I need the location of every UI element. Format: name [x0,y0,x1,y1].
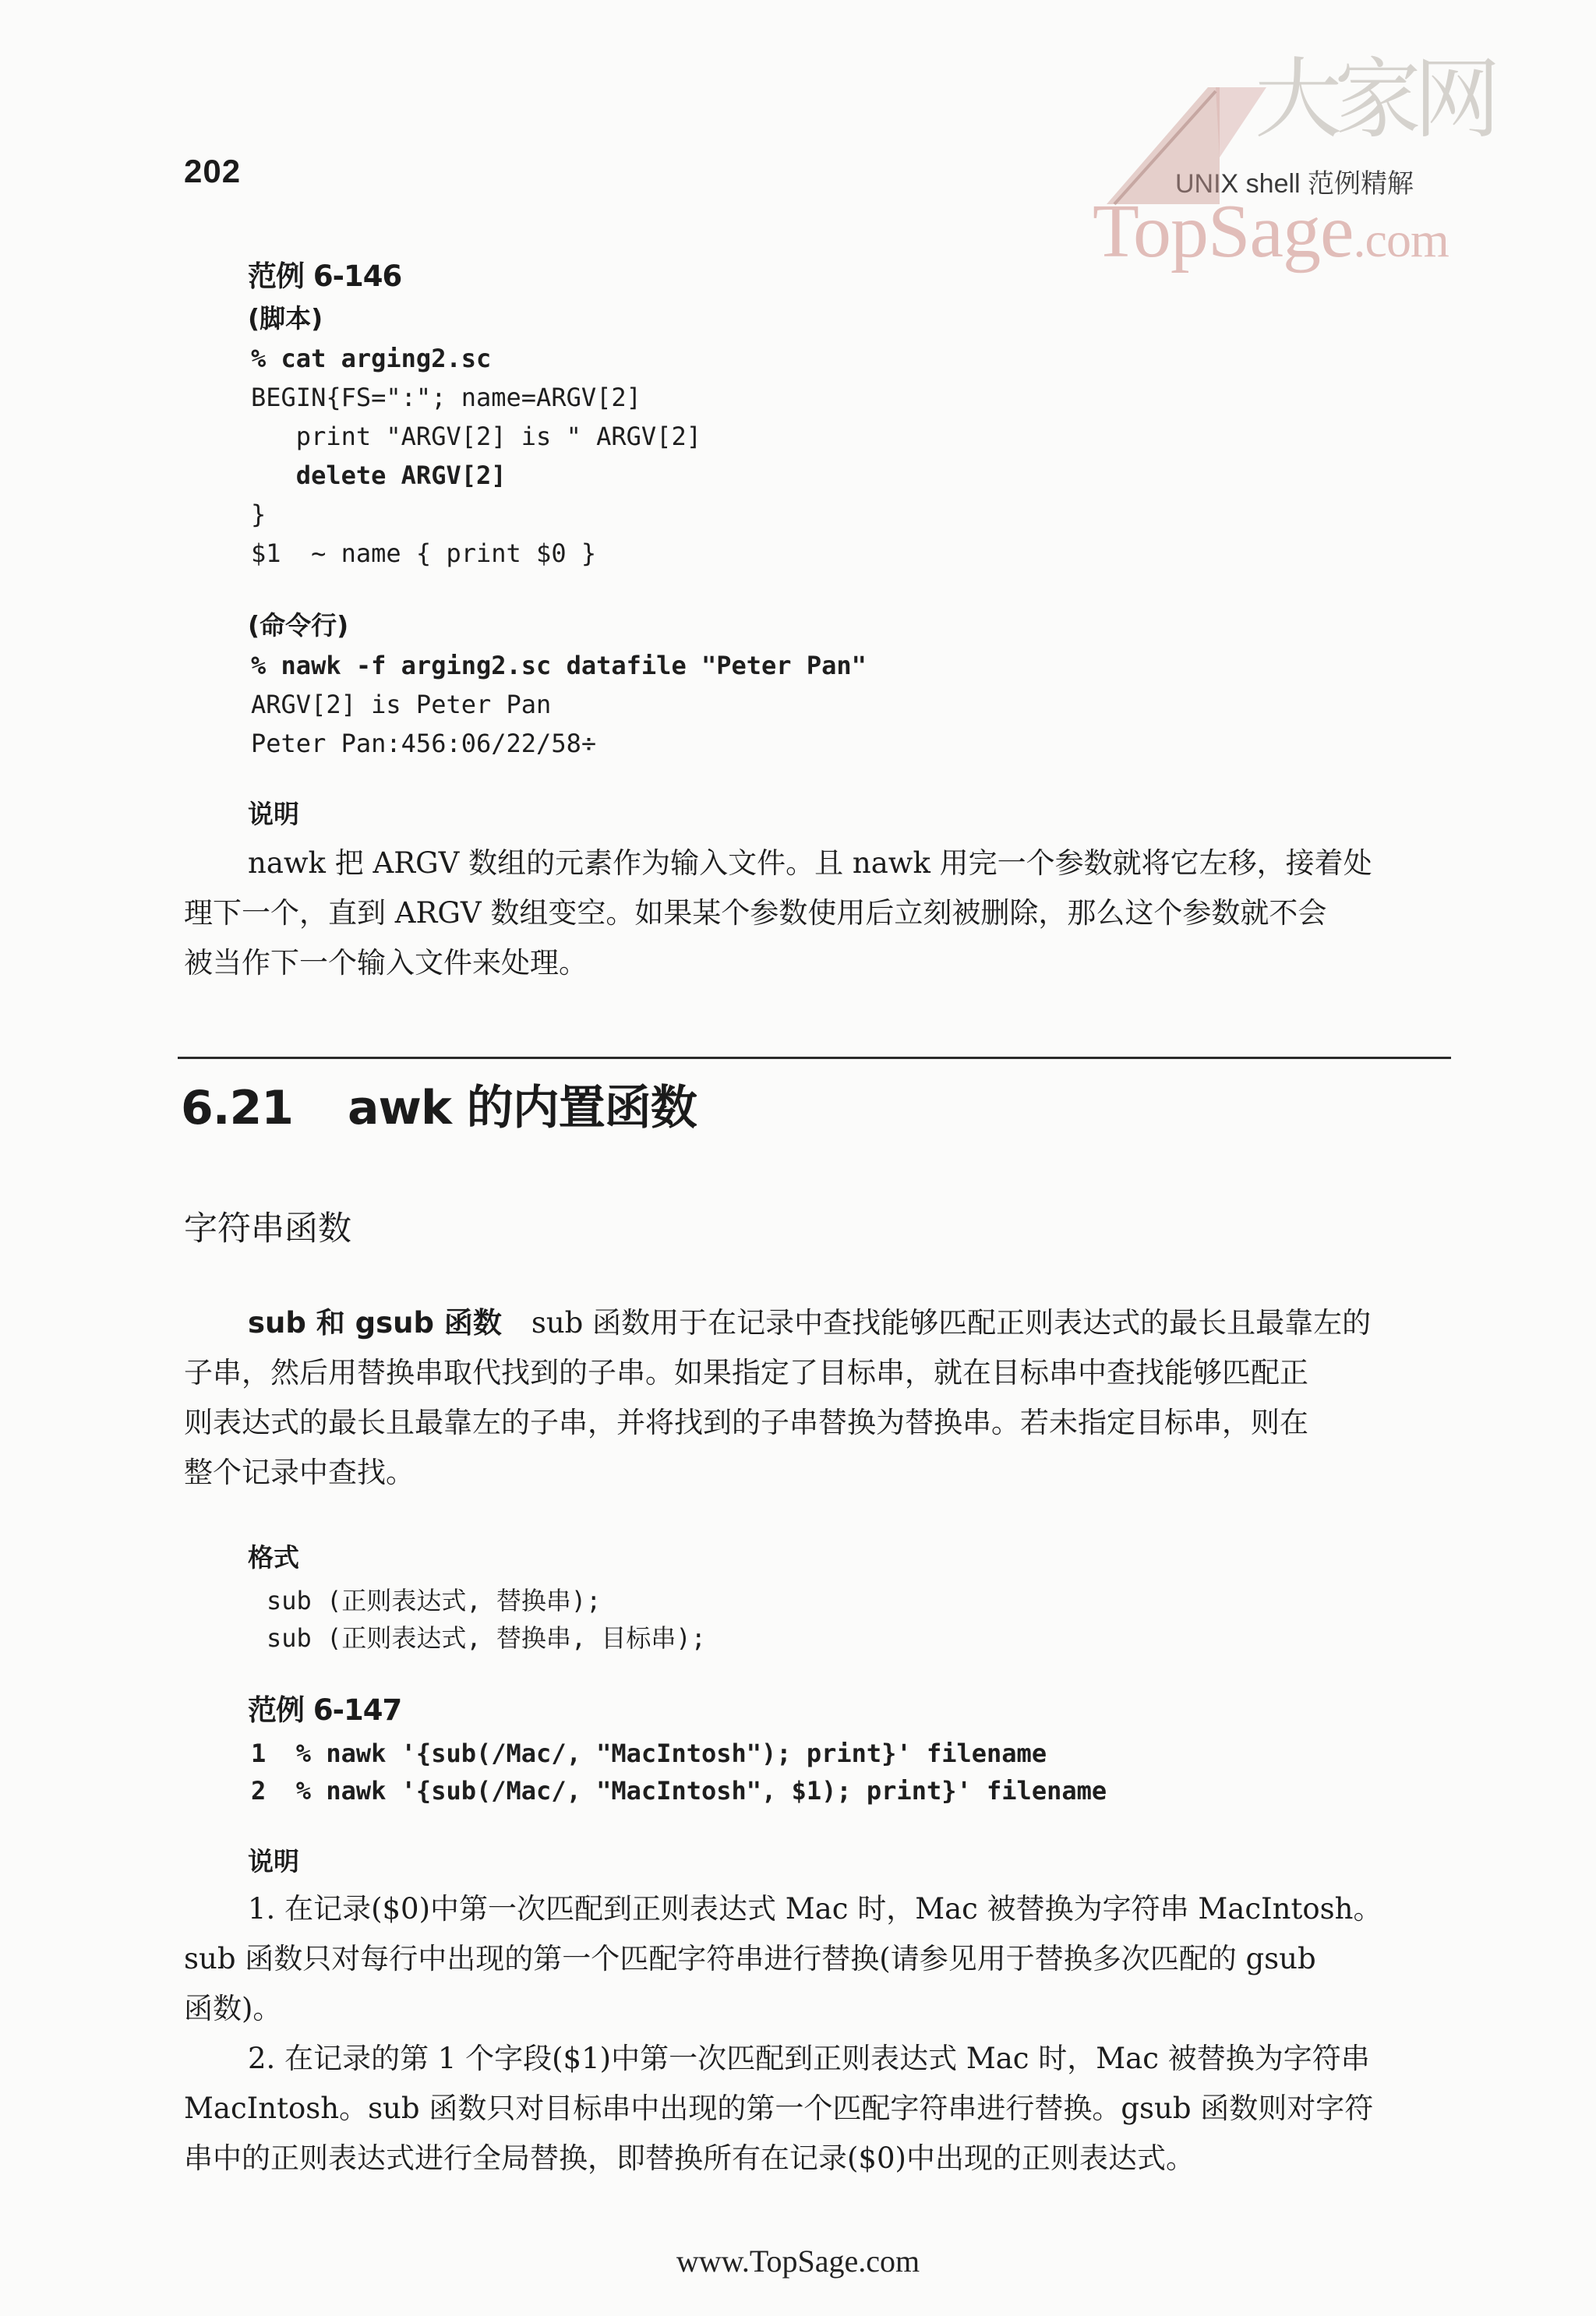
intro-line: 整个记录中查找。 [184,1456,415,1489]
explanation-line: nawk 把 ARGV 数组的元素作为输入文件。且 nawk 用完一个参数就将它左移，接着处 [248,846,1372,880]
subsection-title: 字符串函数 [184,1209,351,1248]
code-line: 2 % nawk '{sub(/Mac/, "MacIntosh", $1); print}' filename [251,1776,1107,1806]
section-divider [178,1057,1451,1059]
explanation-line: 1. 在记录($0)中第一次匹配到正则表达式 Mac 时，Mac 被替换为字符串 MacIntosh。 [248,1892,1382,1926]
watermark-brand-chinese: 大家网 [1255,49,1493,150]
intro-line: 子串，然后用替换串取代找到的子串。如果指定了目标串，就在目标串中查找能够匹配正 [184,1356,1308,1389]
running-head: UNIX shell 范例精解 [1175,169,1414,199]
explanation-line: MacIntosh。sub 函数只对目标串中出现的第一个匹配字符串进行替换。gsub 函数则对字符 [184,2092,1374,2125]
explanation-line: sub 函数只对每行中出现的第一个匹配字符串进行替换(请参见用于替换多次匹配的 gsub [184,1942,1316,1975]
section-number: 6.21 [181,1081,294,1135]
explanation-line: 2. 在记录的第 1 个字段($1)中第一次匹配到正则表达式 Mac 时，Mac 被替换为字符串 [248,2042,1370,2075]
code-line: Peter Pan:456:06/22/58÷ [251,729,597,758]
explanation-label: 说明 [248,799,299,829]
code-line: 1 % nawk '{sub(/Mac/, "MacIntosh"); print}' filename [251,1739,1047,1768]
example-147-title: 范例 6-147 [248,1693,402,1727]
watermark-brand-latin: TopSage [1093,189,1354,274]
watermark-brand [1093,189,1449,274]
format-line: sub (正则表达式, 替换串, 目标串); [267,1623,706,1653]
example-146-title: 范例 6-146 [248,259,402,293]
runin-heading: sub 和 gsub 函数 [248,1306,502,1340]
code-line: % nawk -f arging2.sc datafile "Peter Pan" [251,651,867,680]
watermark-brand-suffix: .com [1353,212,1449,267]
command-line-label: (命令行) [248,610,349,641]
explanation-line: 理下一个，直到 ARGV 数组变空。如果某个参数使用后立刻被删除，那么这个参数就不会 [184,896,1327,930]
page-number: 202 [184,153,242,189]
explanation-line: 被当作下一个输入文件来处理。 [184,946,588,980]
intro-first-line: sub 函数用于在记录中查找能够匹配正则表达式的最长且最靠左的 [531,1306,1372,1340]
script-label: (脚本) [248,303,323,334]
format-label: 格式 [248,1542,299,1573]
code-line: $1 ~ name { print $0 } [251,538,597,568]
code-line: BEGIN{FS=":"; name=ARGV[2] [251,383,641,412]
code-line: delete ARGV[2] [251,461,507,490]
format-line: sub (正则表达式, 替换串); [267,1586,602,1615]
code-line: ARGV[2] is Peter Pan [251,690,552,719]
code-line: % cat arging2.sc [251,344,492,373]
section-title [181,1081,697,1135]
explanation-line: 串中的正则表达式进行全局替换，即替换所有在记录($0)中出现的正则表达式。 [184,2141,1195,2175]
explanation-line: 函数)。 [184,1992,282,2025]
explanation-label: 说明 [248,1846,299,1876]
intro-line [248,1298,1464,1348]
code-line: print "ARGV[2] is " ARGV[2] [251,422,701,451]
code-line: } [251,500,267,529]
section-title-text: awk 的内置函数 [348,1081,697,1135]
intro-line: 则表达式的最长且最靠左的子串，并将找到的子串替换为替换串。若未指定目标串，则在 [184,1406,1308,1439]
footer-url: www.TopSage.com [676,2244,920,2279]
